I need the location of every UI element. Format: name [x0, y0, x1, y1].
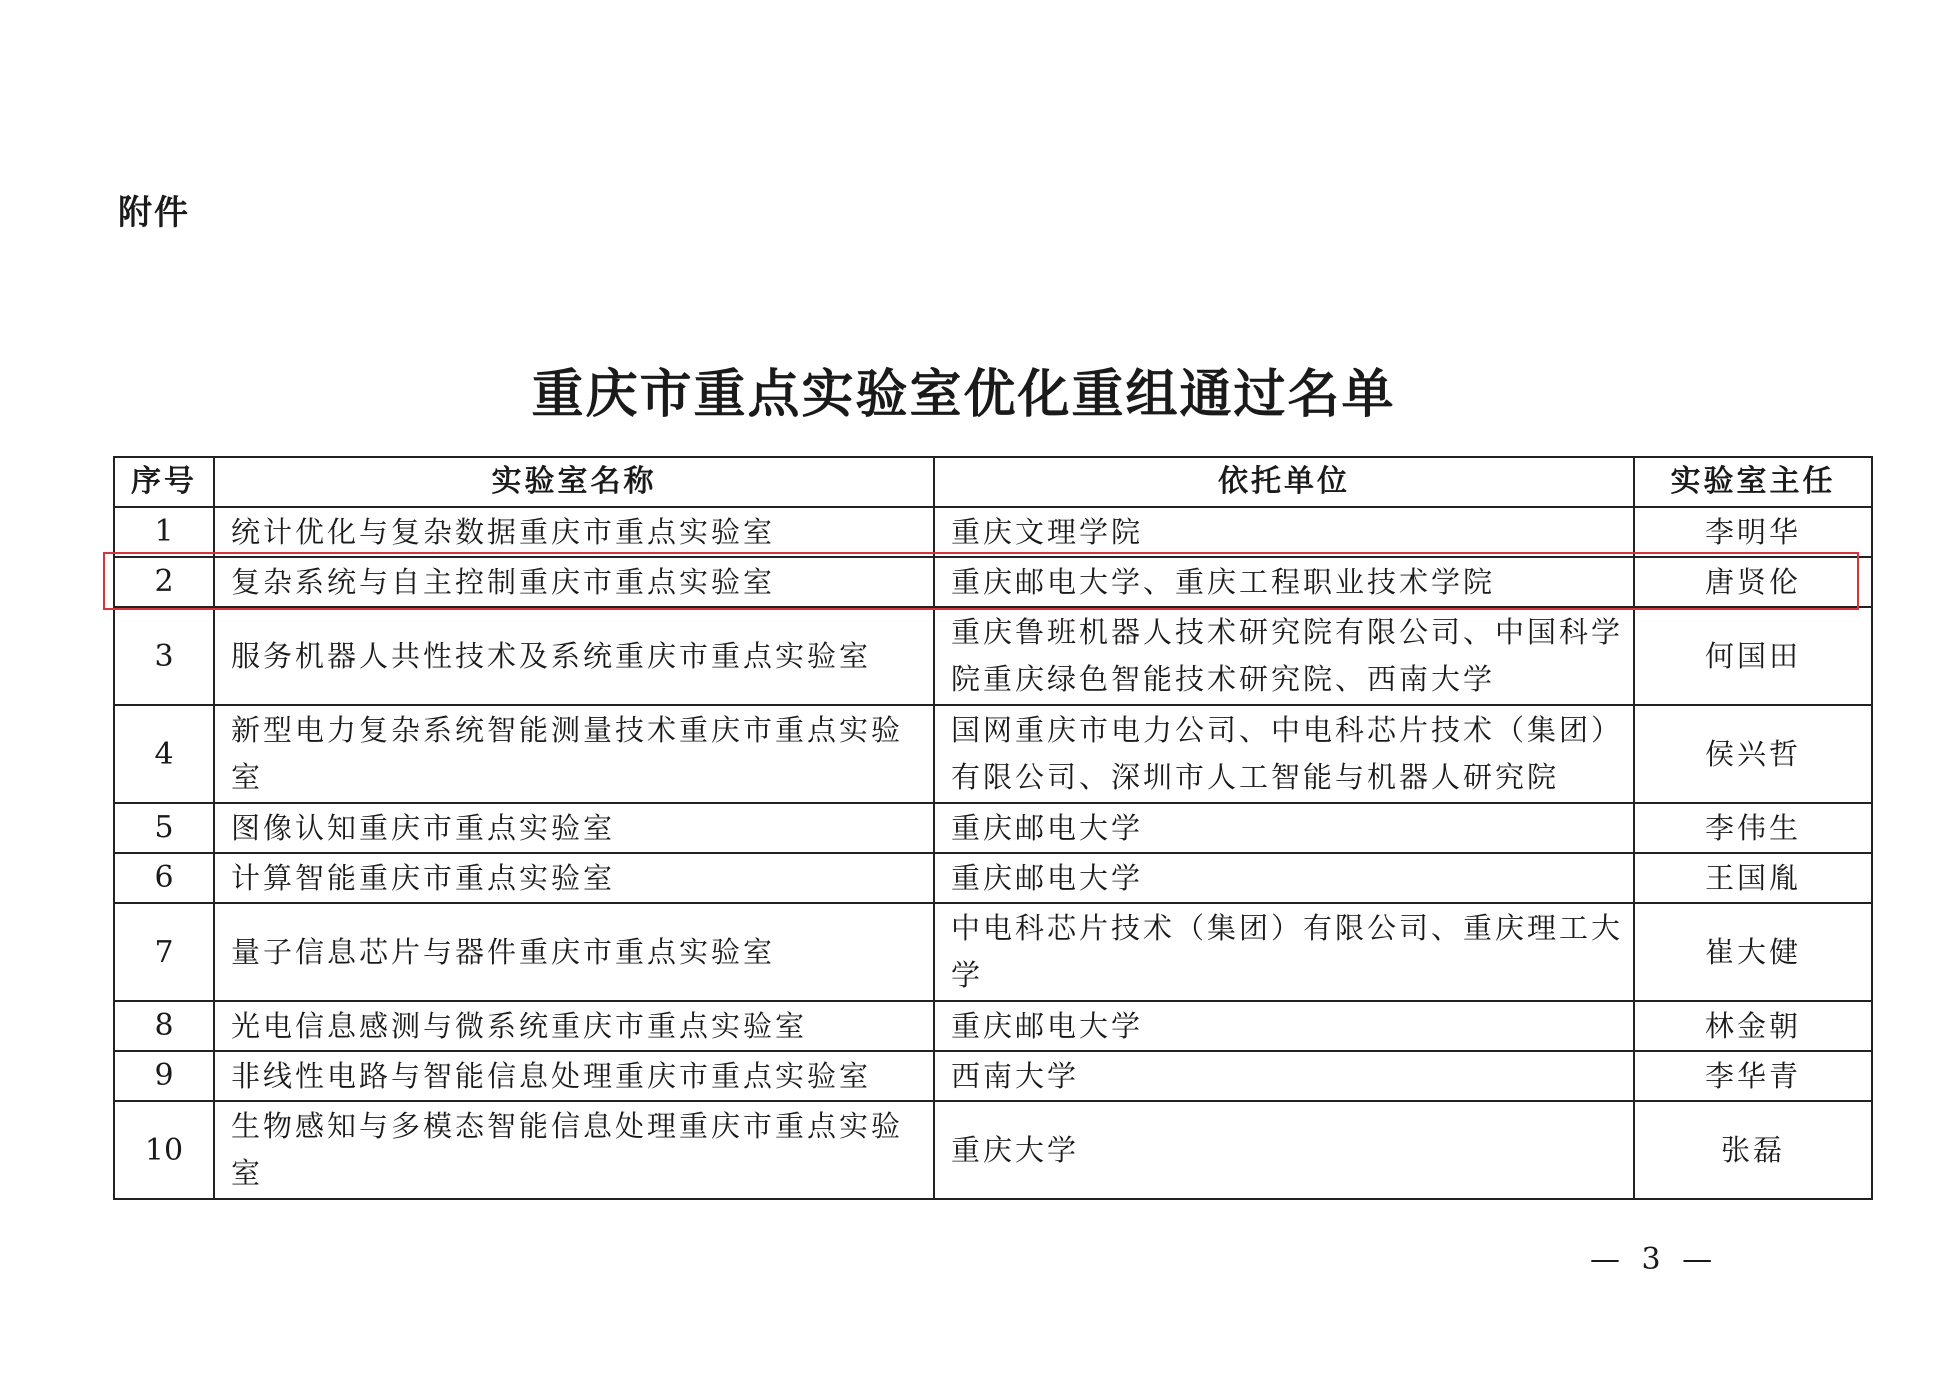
- row-director: 崔大健: [1634, 903, 1872, 1001]
- row-lab-name: 非线性电路与智能信息处理重庆市重点实验室: [214, 1051, 934, 1101]
- row-lab-name: 计算智能重庆市重点实验室: [214, 853, 934, 903]
- row-seq: 4: [114, 705, 214, 803]
- row-host-unit: 重庆邮电大学: [934, 853, 1634, 903]
- attachment-label: 附件: [118, 193, 190, 233]
- row-lab-name: 服务机器人共性技术及系统重庆市重点实验室: [214, 607, 934, 705]
- row-director: 李伟生: [1634, 803, 1872, 853]
- row-director: 李华青: [1634, 1051, 1872, 1101]
- header-seq: 序号: [114, 457, 214, 507]
- row-host-unit: 重庆鲁班机器人技术研究院有限公司、中国科学院重庆绿色智能技术研究院、西南大学: [934, 607, 1634, 705]
- document-title: [0, 352, 1959, 427]
- row-host-unit: 重庆邮电大学、重庆工程职业技术学院: [934, 557, 1634, 607]
- table-row: [114, 607, 1872, 705]
- row-host-unit: 重庆邮电大学: [934, 1001, 1634, 1051]
- table-row: [114, 903, 1872, 1001]
- document-title-text: 重庆市重点实验室优化重组通过名单: [531, 364, 1396, 425]
- table-header-row: [114, 457, 1872, 507]
- row-director: 张磊: [1634, 1101, 1872, 1199]
- row-seq: 3: [114, 607, 214, 705]
- row-seq: 1: [114, 507, 214, 557]
- row-director: 何国田: [1634, 607, 1872, 705]
- row-host-unit: 重庆文理学院: [934, 507, 1634, 557]
- row-seq: 8: [114, 1001, 214, 1051]
- row-lab-name: 生物感知与多模态智能信息处理重庆市重点实验室: [214, 1101, 934, 1199]
- row-host-unit: 国网重庆市电力公司、中电科芯片技术（集团）有限公司、深圳市人工智能与机器人研究院: [934, 705, 1634, 803]
- row-director: 李明华: [1634, 507, 1872, 557]
- table-row: [114, 1101, 1872, 1199]
- table-row: [114, 1001, 1872, 1051]
- row-host-unit: 重庆邮电大学: [934, 803, 1634, 853]
- header-host-unit: 依托单位: [934, 457, 1634, 507]
- row-director: 侯兴哲: [1634, 705, 1872, 803]
- row-director: 林金朝: [1634, 1001, 1872, 1051]
- row-lab-name: 量子信息芯片与器件重庆市重点实验室: [214, 903, 934, 1001]
- row-host-unit: 中电科芯片技术（集团）有限公司、重庆理工大学: [934, 903, 1634, 1001]
- row-seq: 6: [114, 853, 214, 903]
- row-seq: 10: [114, 1101, 214, 1199]
- table-row: [114, 557, 1872, 607]
- row-seq: 9: [114, 1051, 214, 1101]
- header-lab-name: 实验室名称: [214, 457, 934, 507]
- row-director: 唐贤伦: [1634, 557, 1872, 607]
- table-row: [114, 705, 1872, 803]
- row-lab-name: 图像认知重庆市重点实验室: [214, 803, 934, 853]
- row-lab-name: 复杂系统与自主控制重庆市重点实验室: [214, 557, 934, 607]
- row-lab-name: 光电信息感测与微系统重庆市重点实验室: [214, 1001, 934, 1051]
- table-row: [114, 853, 1872, 903]
- row-host-unit: 西南大学: [934, 1051, 1634, 1101]
- row-lab-name: 新型电力复杂系统智能测量技术重庆市重点实验室: [214, 705, 934, 803]
- header-director: 实验室主任: [1634, 457, 1872, 507]
- row-director: 王国胤: [1634, 853, 1872, 903]
- table-row: [114, 507, 1872, 557]
- table-row: [114, 803, 1872, 853]
- row-seq: 2: [114, 557, 214, 607]
- page-number: — 3 —: [1590, 1242, 1719, 1277]
- row-lab-name: 统计优化与复杂数据重庆市重点实验室: [214, 507, 934, 557]
- table-row: [114, 1051, 1872, 1101]
- laboratory-list-table: [113, 456, 1873, 1200]
- row-seq: 5: [114, 803, 214, 853]
- row-seq: 7: [114, 903, 214, 1001]
- row-host-unit: 重庆大学: [934, 1101, 1634, 1199]
